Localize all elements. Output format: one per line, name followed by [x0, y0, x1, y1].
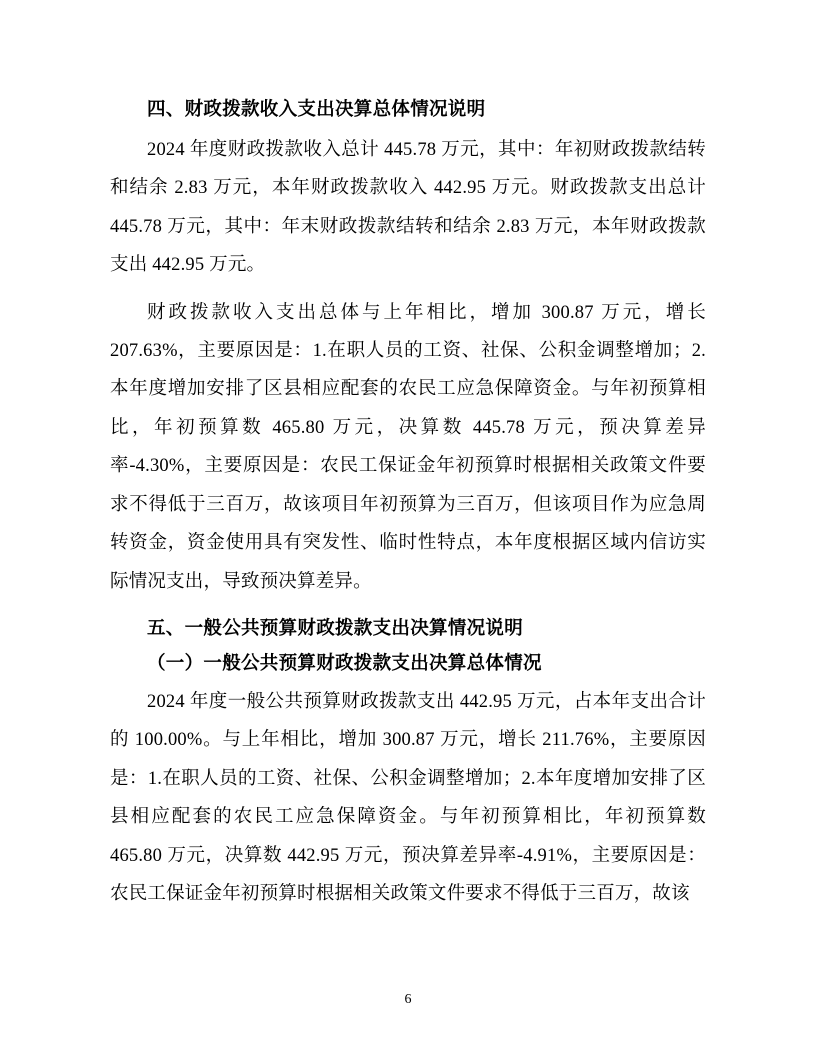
document-body [110, 96, 706, 913]
paragraph-fiscal-appropriation-comparison: 财政拨款收入支出总体与上年相比，增加 300.87 万元，增长 207.63%，主要原因是：1.在职人员的工资、社保、公积金调整增加；2.本年度增加安排了区县相应配套的农民工应急保障资金。与年初预算相比，年初预算数 465.80 万元，决算数 445.78 万元，预决算差异率-4.30%，主要原因是：农民工保证金年初预算时根据相关政策文件要求不得低于三百万，故该项目年初预算为三百万，但该项目作为应急周转资金，资金使用具有突发性、临时性特点，本年度根据区域内信访实际情况支出，导致预决算差异。 [110, 302, 706, 592]
page-number: 6 [404, 992, 412, 1007]
paragraph-spacer [110, 287, 706, 294]
section-heading-four: 四、财政拨款收入支出决算总体情况说明 [147, 99, 486, 120]
section-spacer [110, 603, 706, 615]
paragraph-general-public-budget-expenditure: 2024 年度一般公共预算财政拨款支出 442.95 万元，占本年支出合计的 100.00%。与上年相比，增加 300.87 万元，增长 211.76%，主要原因是：1.在职人员的工资、社保、公积金调整增加；2.本年度增加安排了区县相应配套的农民工应急保障资金。与年初预算相比，年初预算数 465.80 万元，决算数 442.95 万元，预决算差异率-4.91%，主要原因是：农民工保证金年初预算时根据相关政策文件要求不得低于三百万，故该 [110, 691, 706, 904]
paragraph-fiscal-appropriation-total: 2024 年度财政拨款收入总计 445.78 万元，其中：年初财政拨款结转和结余 2.83 万元，本年财政拨款收入 442.95 万元。财政拨款支出总计 445.78 万元，其中：年末财政拨款结转和结余 2.83 万元，本年财政拨款支出 442.95 万元。 [110, 139, 706, 276]
subsection-heading-one: （一）一般公共预算财政拨款支出决算总体情况 [147, 652, 542, 674]
section-heading-five: 五、一般公共预算财政拨款支出决算情况说明 [147, 618, 524, 640]
